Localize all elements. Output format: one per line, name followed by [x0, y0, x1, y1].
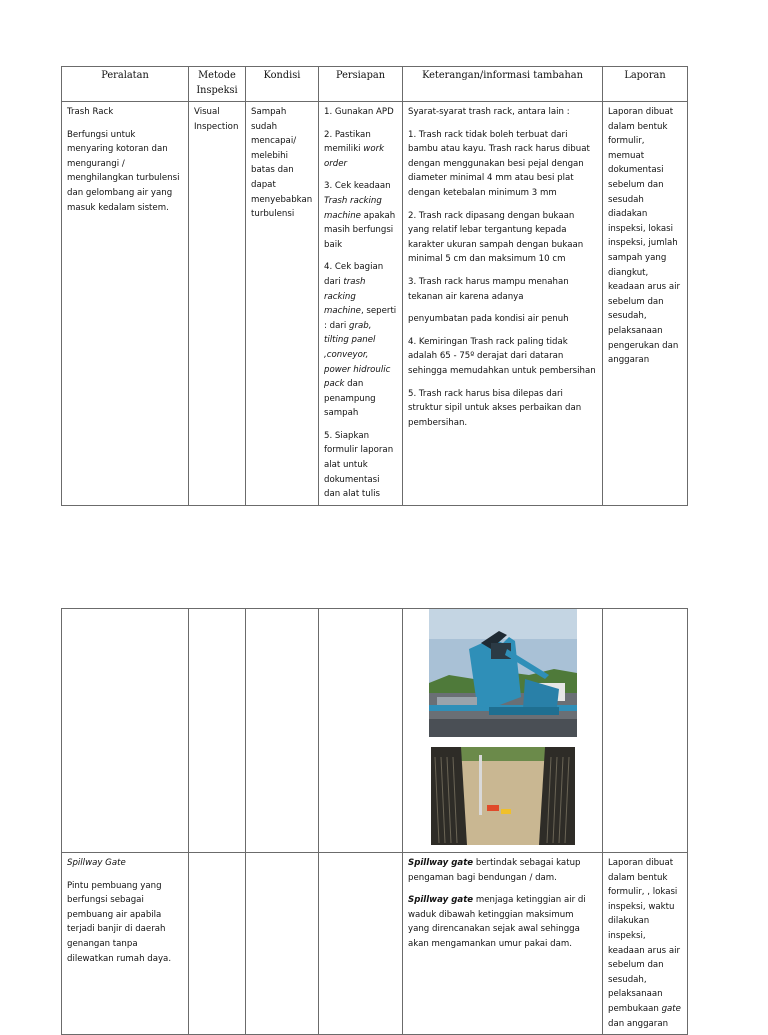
info-item-4: 4. Kemiringan Trash rack paling tidak adalah 65 - 75º derajat dari dataran sehingga memudahkan untuk pembersihan [408, 336, 596, 376]
cell-metode-spillway [189, 853, 246, 1035]
cell-laporan-spillway: Laporan dibuat dalam bentuk formulir, , lokasi inspeksi, waktu dilakukan inspeksi, keadaan arus air sebelum dan sesudah, pelaksanaan pembukaan gate dan anggaran [603, 853, 688, 1035]
prep-step-4: 4. Cek bagian dari trash racking machine, seperti : dari grab, tilting panel ,conveyor, power hidroulic pack dan penampung sampah [324, 262, 397, 419]
header-persiapan: Persiapan [319, 67, 403, 102]
equipment-title-spillway: Spillway Gate [67, 858, 126, 868]
cell-empty-6 [603, 609, 688, 853]
cell-laporan: Laporan dibuat dalam bentuk formulir, memuat dokumentasi sebelum dan sesudah diadakan inspeksi, lokasi inspeksi, jumlah sampah yang diangkut, keadaan arus air sebelum dan sesudah, pelaksanaan pengerukan dan anggaran [603, 102, 688, 506]
equipment-description-spillway: Pintu pembuang yang berfungsi sebagai pembuang air apabila terjadi banjir di daerah genangan tanpa dilewatkan rumah daya. [67, 880, 172, 964]
spillway-info-2: Spillway gate menjaga ketinggian air di waduk dibawah ketinggian maksimum yang direncanakan sejak awal sehingga akan mengamankan umur pakai dam. [408, 895, 586, 949]
info-item-3-cont: penyumbatan pada kondisi air penuh [408, 314, 569, 325]
cell-peralatan-spillway [62, 853, 189, 1035]
info-item-1: 1. Trash rack tidak boleh terbuat dari bambu atau kayu. Trash rack harus dibuat dengan menggunakan besi pejal dengan diameter minimal 4 mm atau besi plat dengan ketebalan minimum 3 mm [408, 129, 590, 198]
trash-racking-machine-photo [429, 609, 577, 737]
info-item-2: 2. Trash rack dipasang dengan bukaan yang relatif lebar tergantung kepada karakter ukuran sampah dengan bukaan minimal 5 cm dan maksimum 10 cm [408, 210, 584, 265]
cell-kondisi-spillway [246, 853, 319, 1035]
header-peralatan: Peralatan [62, 67, 189, 102]
trash-rack-channel-photo [431, 747, 575, 845]
header-keterangan: Keterangan/informasi tambahan [403, 67, 603, 102]
equipment-description: Berfungsi untuk menyaring kotoran dan mengurangi / menghilangkan turbulensi dan gelombang air yang masuk kedalam sistem. [67, 129, 180, 213]
inspection-table-top [61, 66, 688, 506]
header-kondisi: Kondisi [246, 67, 319, 102]
header-metode: Metode Inspeksi [189, 67, 246, 102]
prep-step-3: 3. Cek keadaan Trash racking machine apakah masih berfungsi baik [324, 181, 396, 250]
cell-empty-2 [189, 609, 246, 853]
cell-persiapan [319, 102, 403, 506]
spillway-info-1: Spillway gate bertindak sebagai katup pengaman bagi bendungan / dam. [408, 858, 581, 883]
prep-step-5: 5. Siapkan formulir laporan alat untuk dokumentasi dan alat tulis [324, 430, 394, 500]
prep-step-1: 1. Gunakan APD [324, 107, 394, 117]
cell-metode: Visual Inspection [189, 102, 246, 506]
prep-step-2: 2. Pastikan memiliki work order [324, 129, 385, 169]
header-laporan: Laporan [603, 67, 688, 102]
table-row-spillway-gate [62, 853, 688, 1035]
cell-keterangan [403, 102, 603, 506]
cell-empty-3 [246, 609, 319, 853]
cell-kondisi: Sampah sudah mencapai/ melebihi batas dan dapat menyebabkan turbulensi [246, 102, 319, 506]
inspection-table-bottom [61, 608, 688, 1035]
cell-peralatan [62, 102, 189, 506]
cell-empty-4 [319, 609, 403, 853]
cell-keterangan-spillway [403, 853, 603, 1035]
table-row-photos [62, 609, 688, 853]
info-item-5: 5. Trash rack harus bisa dilepas dari struktur sipil untuk akses perbaikan dan pembersihan. [408, 388, 582, 428]
cell-photos [403, 609, 603, 853]
cell-empty-1 [62, 609, 189, 853]
info-item-3: 3. Trash rack harus mampu menahan tekanan air karena adanya [408, 276, 569, 302]
cell-persiapan-spillway [319, 853, 403, 1035]
equipment-title: Trash Rack [67, 107, 114, 117]
info-intro: Syarat-syarat trash rack, antara lain : [408, 107, 570, 117]
header-row [62, 67, 688, 102]
table-row-trash-rack [62, 102, 688, 506]
